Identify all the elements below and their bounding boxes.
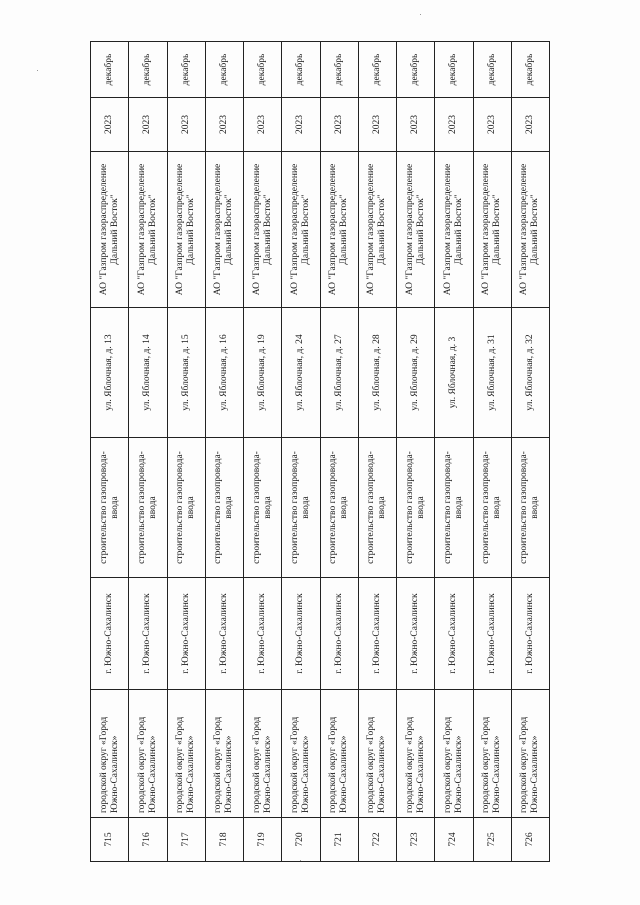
year-cell: 2023 [511, 98, 549, 152]
scan-speck [37, 70, 38, 71]
municipality-cell: городской округ «Город Южно-Сахалинск» [435, 690, 473, 818]
work-type-cell: строительство газопровода-ввода [129, 438, 167, 578]
row-number: 715 [91, 818, 129, 862]
row-number: 720 [282, 818, 320, 862]
city-cell: г. Южно-Сахалинск [91, 578, 129, 690]
month-cell: декабрь [205, 42, 243, 98]
table-row [320, 42, 358, 862]
table-row [358, 42, 396, 862]
address-cell: ул. Яблочная, д. 3 [435, 308, 473, 438]
table-row [167, 42, 205, 862]
address-cell: ул. Яблочная, д. 19 [244, 308, 282, 438]
table-row [282, 42, 320, 862]
work-type-cell: строительство газопровода-ввода [282, 438, 320, 578]
organization-cell: АО "Газпром газораспределение Дальний Восток" [244, 152, 282, 308]
organization-cell: АО "Газпром газораспределение Дальний Восток" [282, 152, 320, 308]
month-cell: декабрь [435, 42, 473, 98]
row-number: 723 [397, 818, 435, 862]
organization-cell: АО "Газпром газораспределение Дальний Восток" [167, 152, 205, 308]
table-row [435, 42, 473, 862]
month-cell: декабрь [167, 42, 205, 98]
gasification-schedule-table [90, 41, 550, 862]
row-number: 722 [358, 818, 396, 862]
address-cell: ул. Яблочная, д. 15 [167, 308, 205, 438]
city-cell: г. Южно-Сахалинск [397, 578, 435, 690]
work-type-cell: строительство газопровода-ввода [205, 438, 243, 578]
table-row [205, 42, 243, 862]
table-row [91, 42, 129, 862]
row-number: 726 [511, 818, 549, 862]
table-row [473, 42, 511, 862]
rotated-table-wrapper [90, 42, 550, 862]
work-type-cell: строительство газопровода-ввода [167, 438, 205, 578]
year-cell: 2023 [244, 98, 282, 152]
organization-cell: АО "Газпром газораспределение Дальний Восток" [473, 152, 511, 308]
year-cell: 2023 [358, 98, 396, 152]
work-type-cell: строительство газопровода-ввода [511, 438, 549, 578]
row-number: 725 [473, 818, 511, 862]
address-cell: ул. Яблочная, д. 24 [282, 308, 320, 438]
municipality-cell: городской округ «Город Южно-Сахалинск» [167, 690, 205, 818]
year-cell: 2023 [473, 98, 511, 152]
row-number: 718 [205, 818, 243, 862]
year-cell: 2023 [167, 98, 205, 152]
address-cell: ул. Яблочная, д. 14 [129, 308, 167, 438]
city-cell: г. Южно-Сахалинск [167, 578, 205, 690]
row-number: 721 [320, 818, 358, 862]
organization-cell: АО "Газпром газораспределение Дальний Восток" [205, 152, 243, 308]
address-cell: ул. Яблочная, д. 16 [205, 308, 243, 438]
year-cell: 2023 [282, 98, 320, 152]
month-cell: декабрь [397, 42, 435, 98]
table-body [91, 42, 550, 862]
municipality-cell: городской округ «Город Южно-Сахалинск» [91, 690, 129, 818]
row-number: 716 [129, 818, 167, 862]
table-row [397, 42, 435, 862]
year-cell: 2023 [91, 98, 129, 152]
month-cell: декабрь [511, 42, 549, 98]
scan-speck [420, 14, 421, 15]
work-type-cell: строительство газопровода-ввода [473, 438, 511, 578]
organization-cell: АО "Газпром газораспределение Дальний Восток" [320, 152, 358, 308]
organization-cell: АО "Газпром газораспределение Дальний Восток" [511, 152, 549, 308]
work-type-cell: строительство газопровода-ввода [91, 438, 129, 578]
year-cell: 2023 [435, 98, 473, 152]
city-cell: г. Южно-Сахалинск [473, 578, 511, 690]
municipality-cell: городской округ «Город Южно-Сахалинск» [473, 690, 511, 818]
municipality-cell: городской округ «Город Южно-Сахалинск» [129, 690, 167, 818]
work-type-cell: строительство газопровода-ввода [244, 438, 282, 578]
city-cell: г. Южно-Сахалинск [511, 578, 549, 690]
year-cell: 2023 [397, 98, 435, 152]
city-cell: г. Южно-Сахалинск [205, 578, 243, 690]
month-cell: декабрь [320, 42, 358, 98]
month-cell: декабрь [129, 42, 167, 98]
table-row [244, 42, 282, 862]
month-cell: декабрь [473, 42, 511, 98]
organization-cell: АО "Газпром газораспределение Дальний Восток" [91, 152, 129, 308]
city-cell: г. Южно-Сахалинск [358, 578, 396, 690]
address-cell: ул. Яблочная, д. 32 [511, 308, 549, 438]
municipality-cell: городской округ «Город Южно-Сахалинск» [320, 690, 358, 818]
month-cell: декабрь [244, 42, 282, 98]
table-row [511, 42, 549, 862]
municipality-cell: городской округ «Город Южно-Сахалинск» [205, 690, 243, 818]
city-cell: г. Южно-Сахалинск [244, 578, 282, 690]
year-cell: 2023 [129, 98, 167, 152]
row-number: 719 [244, 818, 282, 862]
municipality-cell: городской округ «Город Южно-Сахалинск» [511, 690, 549, 818]
city-cell: г. Южно-Сахалинск [435, 578, 473, 690]
work-type-cell: строительство газопровода-ввода [320, 438, 358, 578]
municipality-cell: городской округ «Город Южно-Сахалинск» [397, 690, 435, 818]
address-cell: ул. Яблочная, д. 28 [358, 308, 396, 438]
work-type-cell: строительство газопровода-ввода [397, 438, 435, 578]
city-cell: г. Южно-Сахалинск [320, 578, 358, 690]
year-cell: 2023 [205, 98, 243, 152]
row-number: 717 [167, 818, 205, 862]
municipality-cell: городской округ «Город Южно-Сахалинск» [244, 690, 282, 818]
municipality-cell: городской округ «Город Южно-Сахалинск» [358, 690, 396, 818]
city-cell: г. Южно-Сахалинск [282, 578, 320, 690]
organization-cell: АО "Газпром газораспределение Дальний Восток" [358, 152, 396, 308]
organization-cell: АО "Газпром газораспределение Дальний Восток" [397, 152, 435, 308]
address-cell: ул. Яблочная, д. 31 [473, 308, 511, 438]
work-type-cell: строительство газопровода-ввода [435, 438, 473, 578]
month-cell: декабрь [282, 42, 320, 98]
address-cell: ул. Яблочная, д. 13 [91, 308, 129, 438]
row-number: 724 [435, 818, 473, 862]
city-cell: г. Южно-Сахалинск [129, 578, 167, 690]
table-row [129, 42, 167, 862]
address-cell: ул. Яблочная, д. 27 [320, 308, 358, 438]
organization-cell: АО "Газпром газораспределение Дальний Восток" [435, 152, 473, 308]
municipality-cell: городской округ «Город Южно-Сахалинск» [282, 690, 320, 818]
address-cell: ул. Яблочная, д. 29 [397, 308, 435, 438]
month-cell: декабрь [91, 42, 129, 98]
month-cell: декабрь [358, 42, 396, 98]
organization-cell: АО "Газпром газораспределение Дальний Восток" [129, 152, 167, 308]
year-cell: 2023 [320, 98, 358, 152]
work-type-cell: строительство газопровода-ввода [358, 438, 396, 578]
